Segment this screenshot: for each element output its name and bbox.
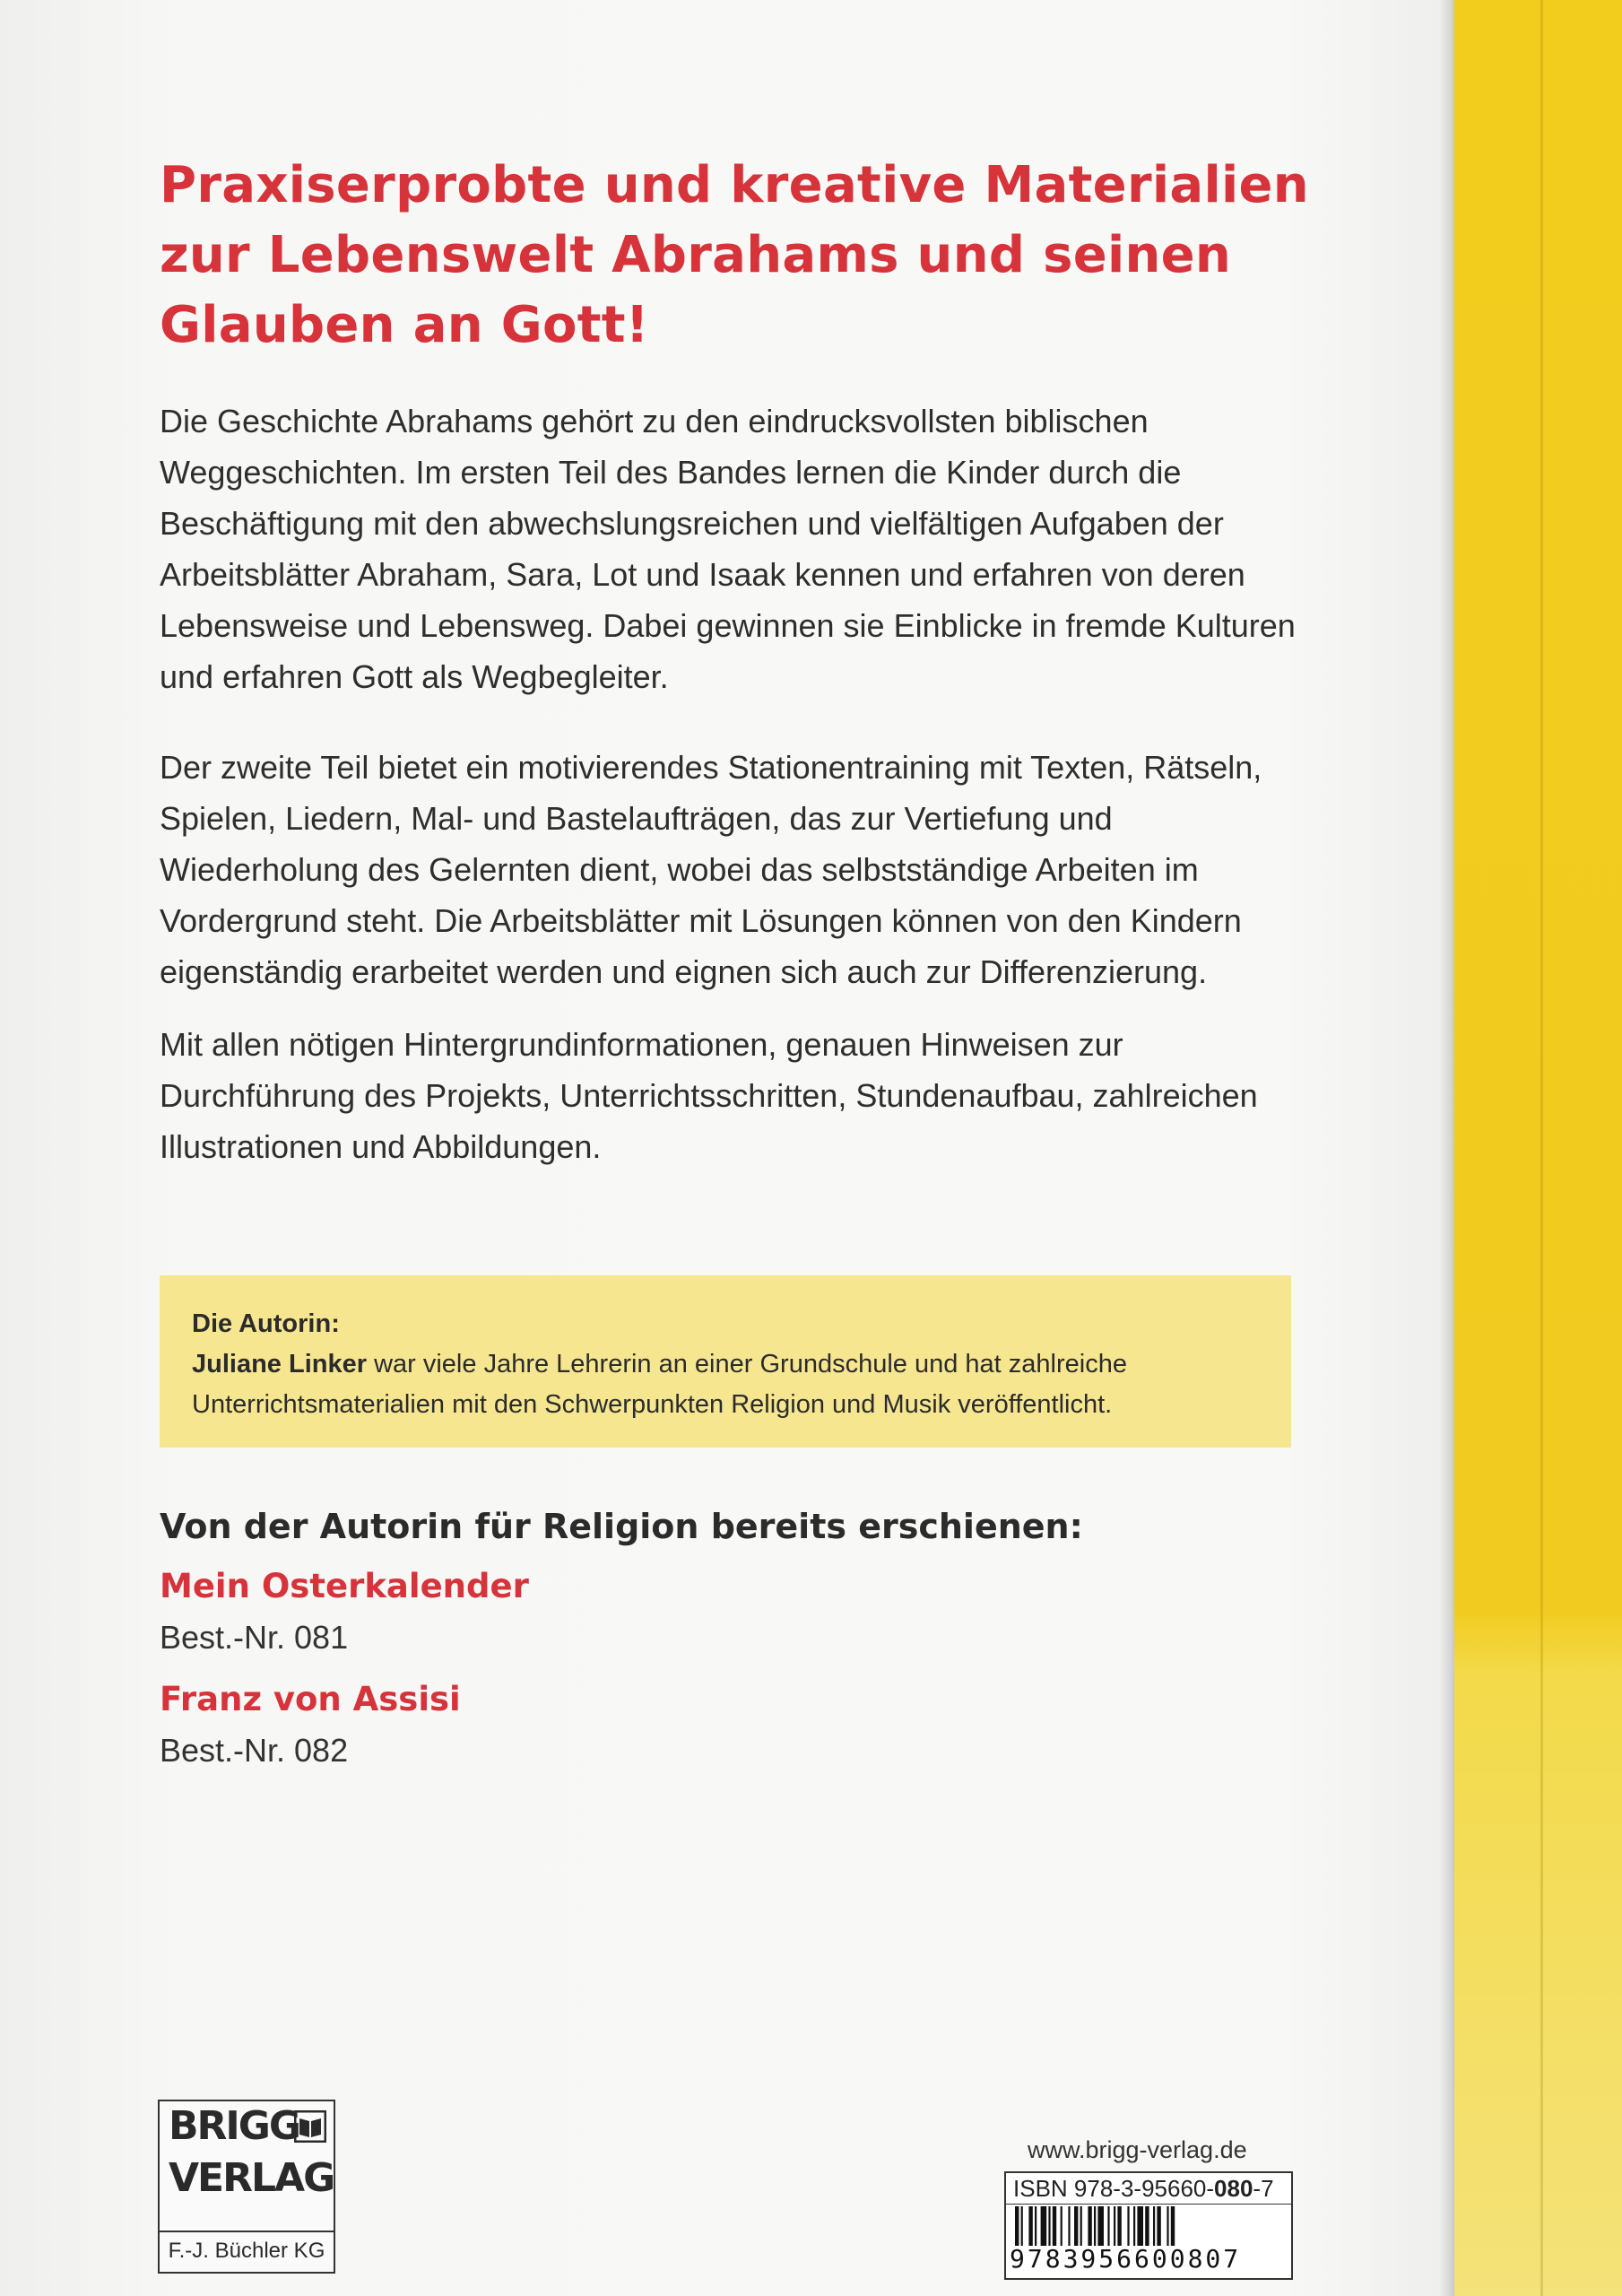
barcode-bar xyxy=(1145,2206,1149,2246)
barcode-bar xyxy=(1094,2206,1096,2246)
publisher-website: www.brigg-verlag.de xyxy=(1028,2136,1247,2163)
barcode-bar xyxy=(1048,2206,1050,2246)
barcode-bar xyxy=(1068,2206,1070,2246)
isbn-label xyxy=(1004,2171,1293,2205)
barcode-bar xyxy=(1053,2206,1056,2246)
isbn-suffix: -7 xyxy=(1253,2175,1274,2202)
barcode-bar xyxy=(1114,2206,1115,2246)
paragraph-info: Mit allen nötigen Hintergrundinformationen, genauen Hinweisen zur Durchführung des Projekts, Unterrichtsschritten, Stundenaufbau, zahlreichen Illustrationen und Abbildungen. xyxy=(160,1026,1258,1165)
barcode-bar xyxy=(1074,2206,1078,2246)
barcode-bar xyxy=(1137,2206,1143,2246)
book-order-number: Best.-Nr. 081 xyxy=(160,1619,349,1656)
paragraph-stations: Der zweite Teil bietet ein motivierendes Stationentraining mit Texten, Rätseln, Spielen, Liedern, Mal- und Bastelaufträgen, das zur Vertiefung und Wiederholung des Gelernten dient, wobei das selbstständige Arbeiten im Vordergrund steht. Die Arbeitsblätter mit Lösungen können von den Kindern eigenständig erarbeitet werden und eignen sich auch zur Differenzierung. xyxy=(160,749,1262,990)
author-description xyxy=(192,1344,1259,1425)
barcode-bars xyxy=(1010,2206,1289,2246)
barcode-bar xyxy=(1133,2206,1135,2246)
barcode-bar xyxy=(1153,2206,1155,2246)
logo-subtitle: F.-J. Büchler KG xyxy=(160,2231,334,2272)
spine-edge xyxy=(1540,0,1543,2296)
headline: Praxiserprobte und kreative Materialien zur Lebenswelt Abrahams und seinen Glauben an Gott! xyxy=(160,156,1309,354)
book-title: Mein Osterkalender xyxy=(160,1567,529,1605)
logo-text-verlag: VERLAG xyxy=(169,2155,334,2201)
barcode-bar xyxy=(1097,2206,1104,2246)
barcode-bar xyxy=(1035,2206,1037,2246)
author-label: Die Autorin: xyxy=(192,1309,340,1338)
barcode-bar xyxy=(1167,2206,1168,2246)
barcode-bar xyxy=(1107,2206,1109,2246)
author-box xyxy=(160,1275,1291,1448)
barcode-bar xyxy=(1015,2206,1019,2246)
author-name: Juliane Linker xyxy=(192,1350,368,1378)
more-books-title: Von der Autorin für Religion bereits erschienen: xyxy=(160,1507,1083,1546)
barcode-bar xyxy=(1080,2206,1082,2246)
isbn-prefix: ISBN 978-3-95660- xyxy=(1013,2175,1215,2202)
barcode-bar xyxy=(1088,2206,1091,2246)
barcode-bar xyxy=(1061,2206,1063,2246)
barcode xyxy=(1004,2205,1293,2280)
book-title: Franz von Assisi xyxy=(160,1680,461,1718)
barcode-bar xyxy=(1028,2206,1032,2246)
barcode-bar xyxy=(1021,2206,1023,2246)
barcode-digits: 9783956600807 xyxy=(1010,2244,1242,2274)
barcode-bar xyxy=(1041,2206,1047,2246)
book-order-number: Best.-Nr. 082 xyxy=(160,1732,349,1769)
isbn-bold-part: 080 xyxy=(1214,2175,1253,2202)
publisher-logo xyxy=(158,2100,335,2274)
barcode-bar xyxy=(1171,2206,1175,2246)
paragraph-intro: Die Geschichte Abrahams gehört zu den eindrucksvollsten biblischen Weggeschichten. Im ersten Teil des Bandes lernen die Kinder durch die Beschäftigung mit den abwechslungsreichen und vielfältigen Aufgaben der Arbeitsblätter Abraham, Sara, Lot und Isaak kennen und erfahren von deren Lebensweise und Lebensweg. Dabei gewinnen sie Einblicke in fremde Kulturen und erfahren Gott als Wegbegleiter. xyxy=(160,403,1296,695)
logo-text-brigg: BRIGG xyxy=(169,2103,300,2149)
book-icon xyxy=(294,2110,326,2143)
author-bio: war viele Jahre Lehrerin an einer Grundschule und hat zahlreiche Unterrichtsmaterialien mit den Schwerpunkten Religion und Musik veröffentlicht. xyxy=(192,1350,1127,1419)
barcode-bar xyxy=(1127,2206,1129,2246)
spine-shadow xyxy=(1439,0,1455,2296)
barcode-bar xyxy=(1117,2206,1121,2246)
book-spine xyxy=(1454,0,1622,2296)
barcode-bar xyxy=(1157,2206,1160,2246)
